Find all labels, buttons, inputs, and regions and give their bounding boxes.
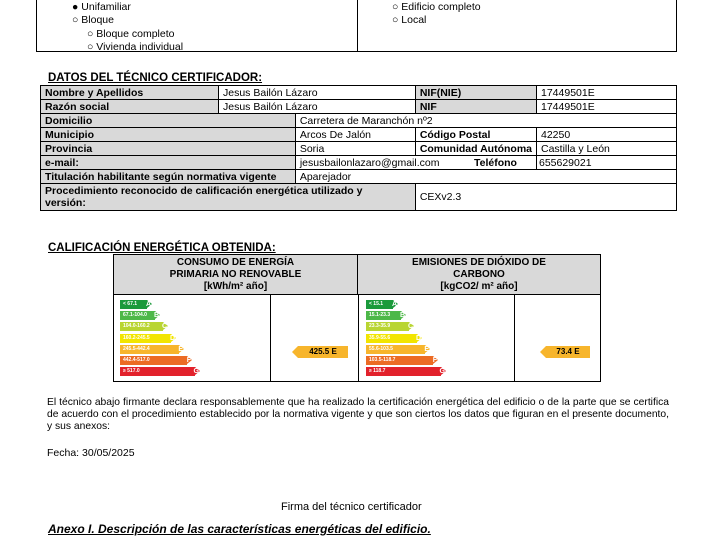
right-scale-bar-c — [366, 322, 413, 331]
emissions-header-line3: [kgCO2/ m² año] — [440, 281, 518, 292]
right-scale-letter-d: D — [415, 334, 421, 342]
building-type-divider — [357, 0, 358, 52]
tel-value — [474, 156, 677, 170]
option-unifamiliar: ● Unifamiliar — [72, 1, 131, 13]
table-row — [41, 114, 677, 128]
ca-label: Comunidad Autónoma — [415, 142, 536, 156]
left-scale-range-a: < 67.1 — [123, 301, 138, 307]
right-scale-bar-a — [366, 300, 397, 309]
option-bloque: ○ Bloque — [72, 14, 114, 26]
left-scale-bar-c — [120, 322, 167, 331]
left-scale-range-d: 160.2-245.5 — [123, 334, 150, 341]
titulacion-label: Titulación habilitante según normativa vigente — [41, 170, 296, 184]
razon-value: Jesus Bailón Lázaro — [219, 100, 416, 114]
table-row — [41, 156, 677, 170]
procedimiento-label-line2: versión: — [45, 197, 86, 209]
energy-header-line3: [kWh/m² año] — [203, 281, 268, 292]
right-scale-range-g: ≥ 118.7 — [369, 368, 386, 375]
cp-value: 42250 — [537, 128, 677, 142]
right-scale-bar-f — [366, 356, 437, 365]
right-scale-bar-b — [366, 311, 405, 320]
left-scale-bar-f — [120, 356, 191, 365]
left-scale-bar-g — [120, 367, 199, 376]
emissions-header-line2: CARBONO — [453, 269, 505, 280]
left-scale-letter-e: E — [178, 345, 183, 353]
left-scale-letter-g: G — [193, 368, 199, 376]
nif-value: 17449501E — [537, 100, 677, 114]
right-scale-letter-g: G — [439, 368, 445, 376]
procedimiento-value: CEXv2.3 — [415, 184, 676, 211]
provincia-label: Provincia — [41, 142, 296, 156]
domicilio-label: Domicilio — [41, 114, 296, 128]
right-scale-range-e: 55.6-103.5 — [369, 345, 393, 352]
left-scale-range-e: 245.5-442.4 — [123, 345, 150, 352]
right-scale-range-c: 23.3-35.9 — [369, 323, 391, 330]
domicilio-value: Carretera de Maranchón nº2 — [295, 114, 676, 128]
right-scale-range-a: < 15.1 — [369, 301, 384, 307]
tech-table — [40, 85, 677, 211]
declaration-text: El técnico abajo firmante declara responsablemente que ha realizado la certificación energética del edificio o de la parte que se certifica de acuerdo con el procedimiento establecido por la normativa vigente y que son ciertos los datos que figuran en el presente documento, y sus anexos: — [47, 397, 669, 432]
provincia-value: Soria — [295, 142, 415, 156]
table-row — [41, 128, 677, 142]
right-scale-range-b: 15.1-23.3 — [369, 312, 391, 319]
right-scale-letter-c: C — [407, 323, 413, 331]
energy-scale-divider — [270, 295, 271, 381]
procedimiento-label — [41, 184, 416, 211]
rating-section-title: CALIFICACIÓN ENERGÉTICA OBTENIDA: — [48, 242, 276, 254]
tel-number: 655629021 — [538, 156, 592, 169]
right-scale-letter-b: B — [399, 312, 405, 320]
name-value: Jesus Bailón Lázaro — [219, 86, 416, 100]
nif-nie-label: NIF(NIE) — [415, 86, 536, 100]
cp-label: Código Postal — [415, 128, 536, 142]
left-scale-letter-d: D — [169, 334, 175, 342]
razon-label: Razón social — [41, 100, 219, 114]
right-scale-letter-a: A — [391, 301, 397, 308]
energy-value-badge — [298, 346, 348, 358]
emissions-header-line1: EMISIONES DE DIÓXIDO DE — [412, 257, 546, 268]
right-scale-bar-g — [366, 367, 445, 376]
left-scale-bar-a — [120, 300, 151, 309]
emissions-scale-divider — [514, 295, 515, 381]
right-scale-letter-f: F — [432, 357, 437, 364]
table-row — [41, 100, 677, 114]
energy-header-line2: PRIMARIA NO RENOVABLE — [169, 269, 302, 280]
energy-header — [114, 255, 358, 295]
option-bloque-completo: ○ Bloque completo — [87, 28, 175, 40]
anexo-text: Anexo I. Descripción de las características energéticas del edificio. — [48, 522, 431, 536]
left-scale-letter-c: C — [161, 323, 167, 331]
left-scale-bar-e — [120, 345, 183, 354]
left-scale-bar-d — [120, 334, 175, 343]
table-row — [41, 142, 677, 156]
right-scale-bar-d — [366, 334, 421, 343]
firma-label: Firma del técnico certificador — [281, 501, 422, 513]
right-scale-letter-e: E — [424, 345, 429, 353]
emissions-value-badge — [546, 346, 590, 358]
municipio-label: Municipio — [41, 128, 296, 142]
left-scale-range-c: 104.0-160.2 — [123, 323, 150, 330]
right-scale-range-f: 103.5-118.7 — [369, 357, 396, 363]
ca-value: Castilla y León — [537, 142, 677, 156]
right-scale-range-d: 35.9-55.6 — [369, 334, 391, 341]
email-label: e-mail: — [41, 156, 296, 170]
emissions-header — [358, 255, 600, 295]
left-scale-letter-b: B — [153, 312, 159, 320]
table-row — [41, 184, 677, 211]
left-scale-letter-a: A — [145, 301, 151, 308]
emissions-value: 73.4 E — [556, 347, 580, 356]
municipio-value: Arcos De Jalón — [295, 128, 415, 142]
rating-box — [113, 254, 601, 382]
titulacion-value: Aparejador — [295, 170, 676, 184]
option-edificio-completo: ○ Edificio completo — [392, 1, 481, 13]
table-row — [41, 170, 677, 184]
option-vivienda-individual: ○ Vivienda individual — [87, 41, 184, 53]
name-label: Nombre y Apellidos — [41, 86, 219, 100]
energy-value: 425.5 E — [309, 347, 337, 356]
option-local: ○ Local — [392, 14, 427, 26]
tel-label: Teléfono — [474, 156, 517, 169]
nif-nie-value: 17449501E — [537, 86, 677, 100]
procedimiento-label-line1: Procedimiento reconocido de calificación energética utilizado y — [45, 185, 363, 197]
table-row — [41, 86, 677, 100]
energy-header-line1: CONSUMO DE ENERGÍA — [176, 257, 295, 268]
rating-center-divider — [358, 295, 359, 381]
fecha: Fecha: 30/05/2025 — [47, 447, 135, 459]
left-scale-letter-f: F — [186, 357, 191, 364]
email-value: jesusbailonlazaro@gmail.com — [295, 156, 536, 170]
tech-section-title: DATOS DEL TÉCNICO CERTIFICADOR: — [48, 72, 263, 84]
left-scale-bar-b — [120, 311, 159, 320]
left-scale-range-f: 442.4-517.0 — [123, 357, 150, 363]
right-scale-bar-e — [366, 345, 429, 354]
left-scale-range-b: 67.1-104.0 — [123, 312, 147, 319]
left-scale-range-g: ≥ 517.0 — [123, 368, 140, 375]
nif-label: NIF — [415, 100, 536, 114]
